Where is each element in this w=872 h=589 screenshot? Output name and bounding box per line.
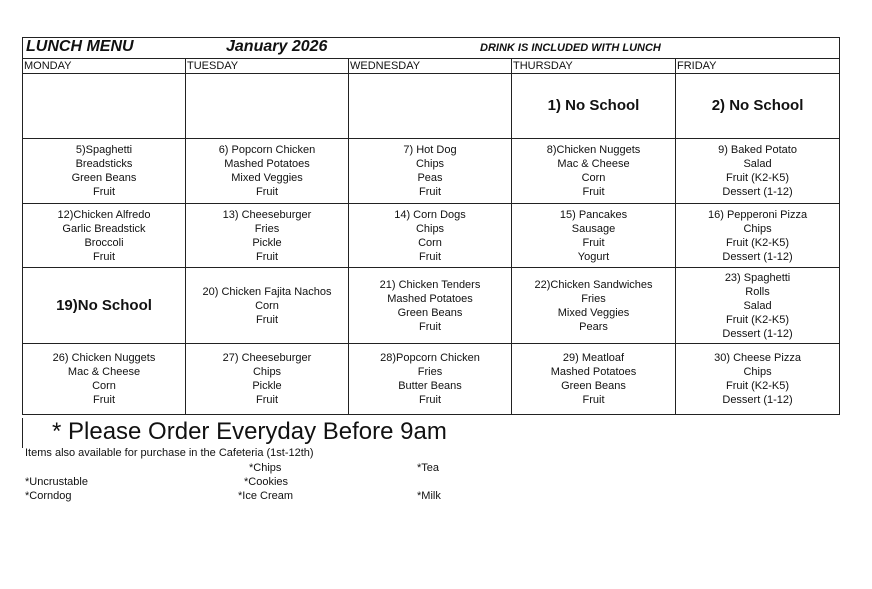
menu-item: Mixed Veggies xyxy=(557,306,630,319)
menu-title: LUNCH MENU xyxy=(26,38,134,55)
day-cell xyxy=(186,344,349,415)
day-header-thursday: THURSDAY xyxy=(512,59,676,74)
day-cell xyxy=(512,204,676,268)
menu-item: Fruit xyxy=(256,313,278,326)
day-cell xyxy=(23,74,186,139)
menu-item: Garlic Breadstick xyxy=(62,222,146,235)
menu-item-main: 29) Meatloaf xyxy=(562,352,625,364)
menu-item-main: 28)Popcorn Chicken xyxy=(380,352,480,364)
extra-item-ice-cream: *Ice Cream xyxy=(238,490,294,502)
menu-item: Dessert (1-12) xyxy=(722,186,793,198)
menu-item: Pickle xyxy=(252,380,282,392)
day-cell xyxy=(512,344,676,415)
menu-item: Fruit xyxy=(93,394,115,406)
day-header-friday: FRIDAY xyxy=(676,59,840,74)
day-cell xyxy=(186,139,349,204)
menu-item: Fruit xyxy=(256,186,278,198)
extra-item-corndog: *Corndog xyxy=(25,490,72,502)
menu-item: Mashed Potatoes xyxy=(387,292,473,305)
menu-item: Mixed Veggies xyxy=(231,172,303,184)
month-title: January 2026 xyxy=(226,38,328,55)
menu-item: Salad xyxy=(743,299,772,312)
menu-item: Butter Beans xyxy=(398,380,462,392)
week-row xyxy=(23,204,840,268)
menu-item: Chips xyxy=(743,222,772,235)
day-cell xyxy=(512,268,676,344)
day-cell xyxy=(676,268,840,344)
menu-item-main: 21) Chicken Tenders xyxy=(379,278,481,291)
menu-item: Chips xyxy=(415,222,445,235)
menu-item-main: 14) Corn Dogs xyxy=(394,208,466,221)
menu-item: Fruit xyxy=(419,250,441,263)
menu-item: Fruit (K2-K5) xyxy=(726,313,790,326)
extra-item-cookies: *Cookies xyxy=(244,476,289,488)
menu-item: Dessert (1-12) xyxy=(722,327,793,340)
menu-item: Fries xyxy=(254,222,280,235)
menu-item: Fruit xyxy=(419,394,441,406)
no-school-label: 1) No School xyxy=(547,97,640,114)
extra-item-chips: *Chips xyxy=(249,462,282,474)
left-border-line xyxy=(22,418,23,448)
menu-item: Fruit (K2-K5) xyxy=(726,236,790,249)
extra-item-uncrustable: *Uncrustable xyxy=(25,476,88,488)
extra-item-tea: *Tea xyxy=(417,462,440,474)
day-header-row xyxy=(23,59,840,74)
menu-item: Fruit xyxy=(93,186,115,198)
extra-item-milk: *Milk xyxy=(417,490,441,502)
day-cell xyxy=(676,74,840,139)
no-school-label: 2) No School xyxy=(711,97,804,114)
menu-item-main: 5)Spaghetti xyxy=(75,144,133,156)
menu-item: Fruit (K2-K5) xyxy=(726,172,790,184)
day-cell xyxy=(676,344,840,415)
menu-item-main: 13) Cheeseburger xyxy=(222,208,312,221)
menu-item-main: 9) Baked Potato xyxy=(718,144,797,156)
menu-item: Corn xyxy=(418,236,442,249)
menu-item-main: 20) Chicken Fajita Nachos xyxy=(202,285,332,298)
menu-item: Fruit (K2-K5) xyxy=(726,380,790,392)
day-cell xyxy=(349,268,512,344)
menu-item: Fruit xyxy=(419,186,441,198)
menu-item: Sausage xyxy=(571,222,616,235)
day-cell xyxy=(186,204,349,268)
menu-item: Mashed Potatoes xyxy=(224,158,310,170)
day-cell xyxy=(349,204,512,268)
menu-item-main: 7) Hot Dog xyxy=(403,144,457,156)
menu-item-main: 16) Pepperoni Pizza xyxy=(708,208,808,221)
day-cell xyxy=(23,204,186,268)
week-row xyxy=(23,74,840,139)
menu-item: Salad xyxy=(743,158,772,170)
menu-item: Peas xyxy=(417,172,443,184)
day-cell xyxy=(23,139,186,204)
menu-item: Broccoli xyxy=(84,236,124,249)
day-cell xyxy=(349,139,512,204)
day-cell xyxy=(349,74,512,139)
title-bar xyxy=(23,38,840,59)
menu-item: Breadsticks xyxy=(75,158,133,170)
day-cell xyxy=(186,268,349,344)
menu-item: Fruit xyxy=(256,394,278,406)
menu-item: Pickle xyxy=(252,236,282,249)
menu-item: Chips xyxy=(743,366,772,378)
menu-item: Mashed Potatoes xyxy=(550,366,637,378)
menu-item-main: 12)Chicken Alfredo xyxy=(57,208,151,221)
day-cell xyxy=(186,74,349,139)
day-header-tuesday: TUESDAY xyxy=(186,59,349,74)
extras-title: Items also available for purchase in the Cafeteria (1st-12th) xyxy=(25,447,314,459)
menu-item-main: 6) Popcorn Chicken xyxy=(218,144,316,156)
menu-item: Fries xyxy=(581,292,606,305)
menu-item-main: 22)Chicken Sandwiches xyxy=(534,278,653,291)
menu-item: Green Beans xyxy=(397,306,463,319)
order-notice: * Please Order Everyday Before 9am xyxy=(52,418,447,445)
menu-item: Pears xyxy=(579,320,608,333)
menu-item: Fries xyxy=(417,366,443,378)
menu-item-main: 26) Chicken Nuggets xyxy=(52,352,156,364)
menu-item: Dessert (1-12) xyxy=(722,250,793,263)
week-row xyxy=(23,268,840,344)
menu-item: Corn xyxy=(92,380,116,392)
day-header-wednesday: WEDNESDAY xyxy=(349,59,512,74)
menu-item: Corn xyxy=(581,172,606,184)
menu-item: Fruit xyxy=(582,394,605,406)
lunch-menu-table xyxy=(22,37,840,415)
day-cell xyxy=(512,74,676,139)
menu-item: Fruit xyxy=(256,250,278,263)
menu-item: Dessert (1-12) xyxy=(722,394,793,406)
no-school-label: 19)No School xyxy=(56,296,152,314)
day-cell xyxy=(23,268,186,344)
menu-item: Fruit xyxy=(582,236,605,249)
menu-item-main: 8)Chicken Nuggets xyxy=(546,144,641,156)
week-row xyxy=(23,344,840,415)
menu-item: Chips xyxy=(252,366,282,378)
menu-item: Green Beans xyxy=(71,172,137,184)
menu-item-main: 30) Cheese Pizza xyxy=(714,352,801,364)
menu-item: Corn xyxy=(255,299,279,312)
menu-item: Yogurt xyxy=(577,250,610,263)
menu-item: Chips xyxy=(415,158,445,170)
week-row xyxy=(23,139,840,204)
menu-item: Fruit xyxy=(93,250,115,263)
day-cell xyxy=(349,344,512,415)
menu-item-main: 27) Cheeseburger xyxy=(222,352,312,364)
day-header-monday: MONDAY xyxy=(23,59,186,74)
menu-item: Green Beans xyxy=(561,380,626,392)
day-cell xyxy=(676,139,840,204)
menu-item: Fruit xyxy=(582,186,605,198)
day-cell xyxy=(512,139,676,204)
menu-item: Mac & Cheese xyxy=(557,158,630,170)
menu-item-main: 15) Pancakes xyxy=(559,208,628,221)
menu-item: Mac & Cheese xyxy=(67,366,141,378)
menu-item: Fruit xyxy=(419,320,441,333)
menu-item: Rolls xyxy=(745,285,770,298)
menu-item-main: 23) Spaghetti xyxy=(724,271,791,284)
day-cell xyxy=(676,204,840,268)
day-cell xyxy=(23,344,186,415)
drink-note: DRINK IS INCLUDED WITH LUNCH xyxy=(480,42,661,54)
